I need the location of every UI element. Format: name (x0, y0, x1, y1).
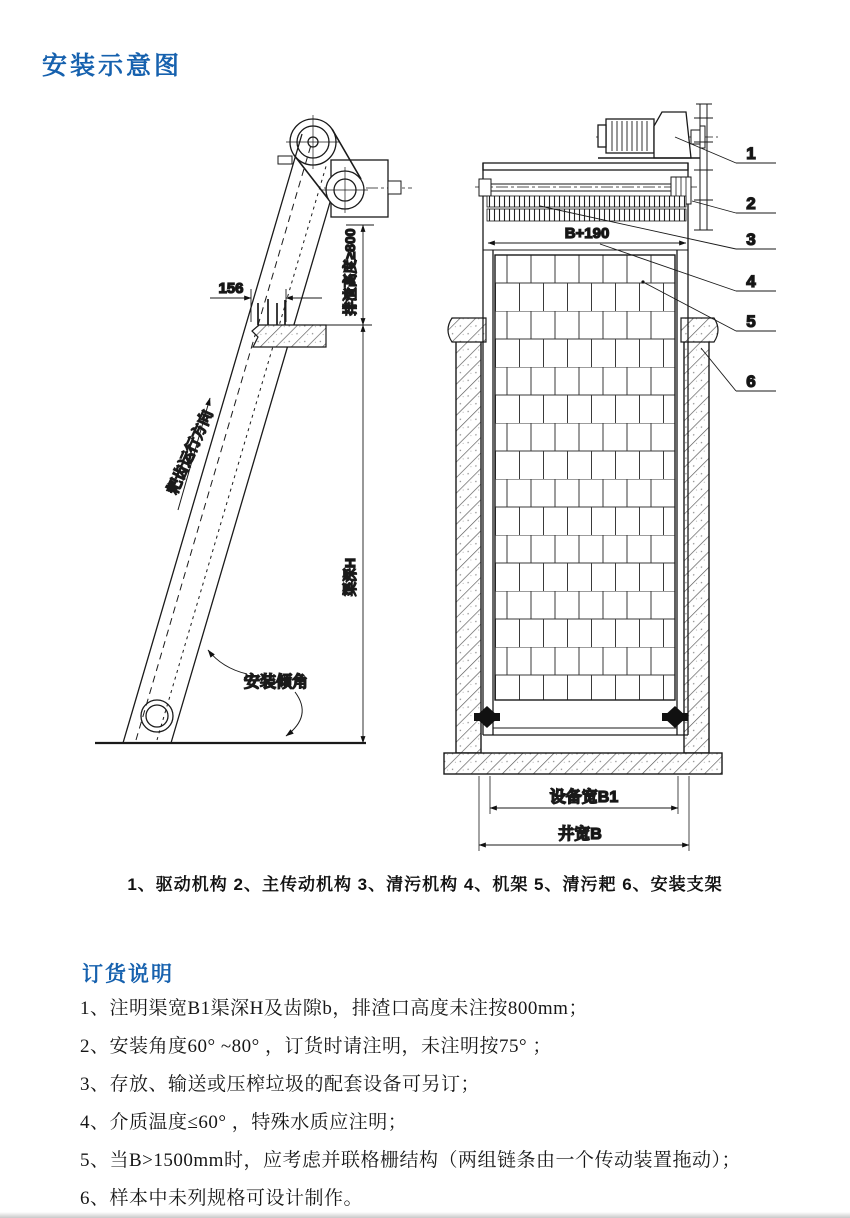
gearbox (654, 112, 691, 158)
callout-numbers (746, 144, 756, 391)
well-width-label: 井宽B (558, 826, 602, 843)
ordering-item-3: 3、存放、输送或压榨垃圾的配套设备可另订； (80, 1074, 481, 1095)
channel-depth-label: 渠深H (342, 557, 358, 597)
inclined-screen-body (123, 134, 333, 743)
output-shaft-stub (388, 181, 401, 194)
callout-1: 1 (746, 144, 756, 163)
ordering-item-1: 1、注明渠宽B1渠深H及齿隙b，排渣口高度未注按800mm； (80, 998, 588, 1019)
top-width-label: B+190 (564, 225, 610, 242)
dim-156-label: 156 (218, 280, 244, 297)
mounting-bracket (694, 104, 713, 230)
discharge-height-label: 排渣高度≥800 (342, 228, 358, 316)
rake-direction-label: 耙齿运行方向 (164, 407, 217, 497)
installation-diagram (0, 88, 850, 874)
page-bottom-edge (0, 1212, 850, 1218)
right-wall-curb (681, 318, 718, 342)
install-angle-label: 安装倾角 (243, 674, 309, 691)
bottom-clamps (474, 706, 688, 728)
callout-3: 3 (746, 230, 756, 249)
ordering-heading: 订货说明 (82, 963, 174, 986)
parts-caption: 1、驱动机构 2、主传动机构 3、清污机构 4、机架 5、清污耙 6、安装支架 (127, 875, 723, 894)
callout-2: 2 (746, 194, 756, 213)
ordering-item-6: 6、样本中未列规格可设计制作。 (80, 1188, 364, 1209)
chain-band (495, 255, 675, 700)
ordering-list (80, 990, 820, 1218)
motor-end-cap (598, 125, 606, 147)
ordering-item-2: 2、安装角度60° ~80° ，订货时请注明，未注明按75° ； (80, 1036, 552, 1057)
ordering-item-4: 4、介质温度≤60° ，特殊水质应注明； (80, 1112, 408, 1133)
left-wall (456, 341, 481, 753)
right-view (444, 104, 776, 851)
equipment-width-label: 设备宽B1 (549, 789, 619, 806)
comb-teeth (487, 196, 686, 221)
head-drive-unit (278, 115, 412, 217)
left-wall-curb (448, 318, 486, 342)
left-hub (479, 179, 491, 196)
callout-6: 6 (746, 372, 756, 391)
callout-5: 5 (746, 312, 756, 331)
ordering-item-5: 5、当B>1500mm时，应考虑并联格栅结构（两组链条由一个传动装置拖动）； (80, 1150, 741, 1171)
channel-floor-slab (444, 753, 722, 774)
page-title: 安装示意图 (42, 52, 183, 80)
callout-4: 4 (746, 272, 756, 291)
boot-sprocket (141, 700, 173, 732)
install-angle-pointer (208, 650, 302, 736)
mount-foot (278, 156, 292, 164)
left-view (95, 115, 412, 743)
